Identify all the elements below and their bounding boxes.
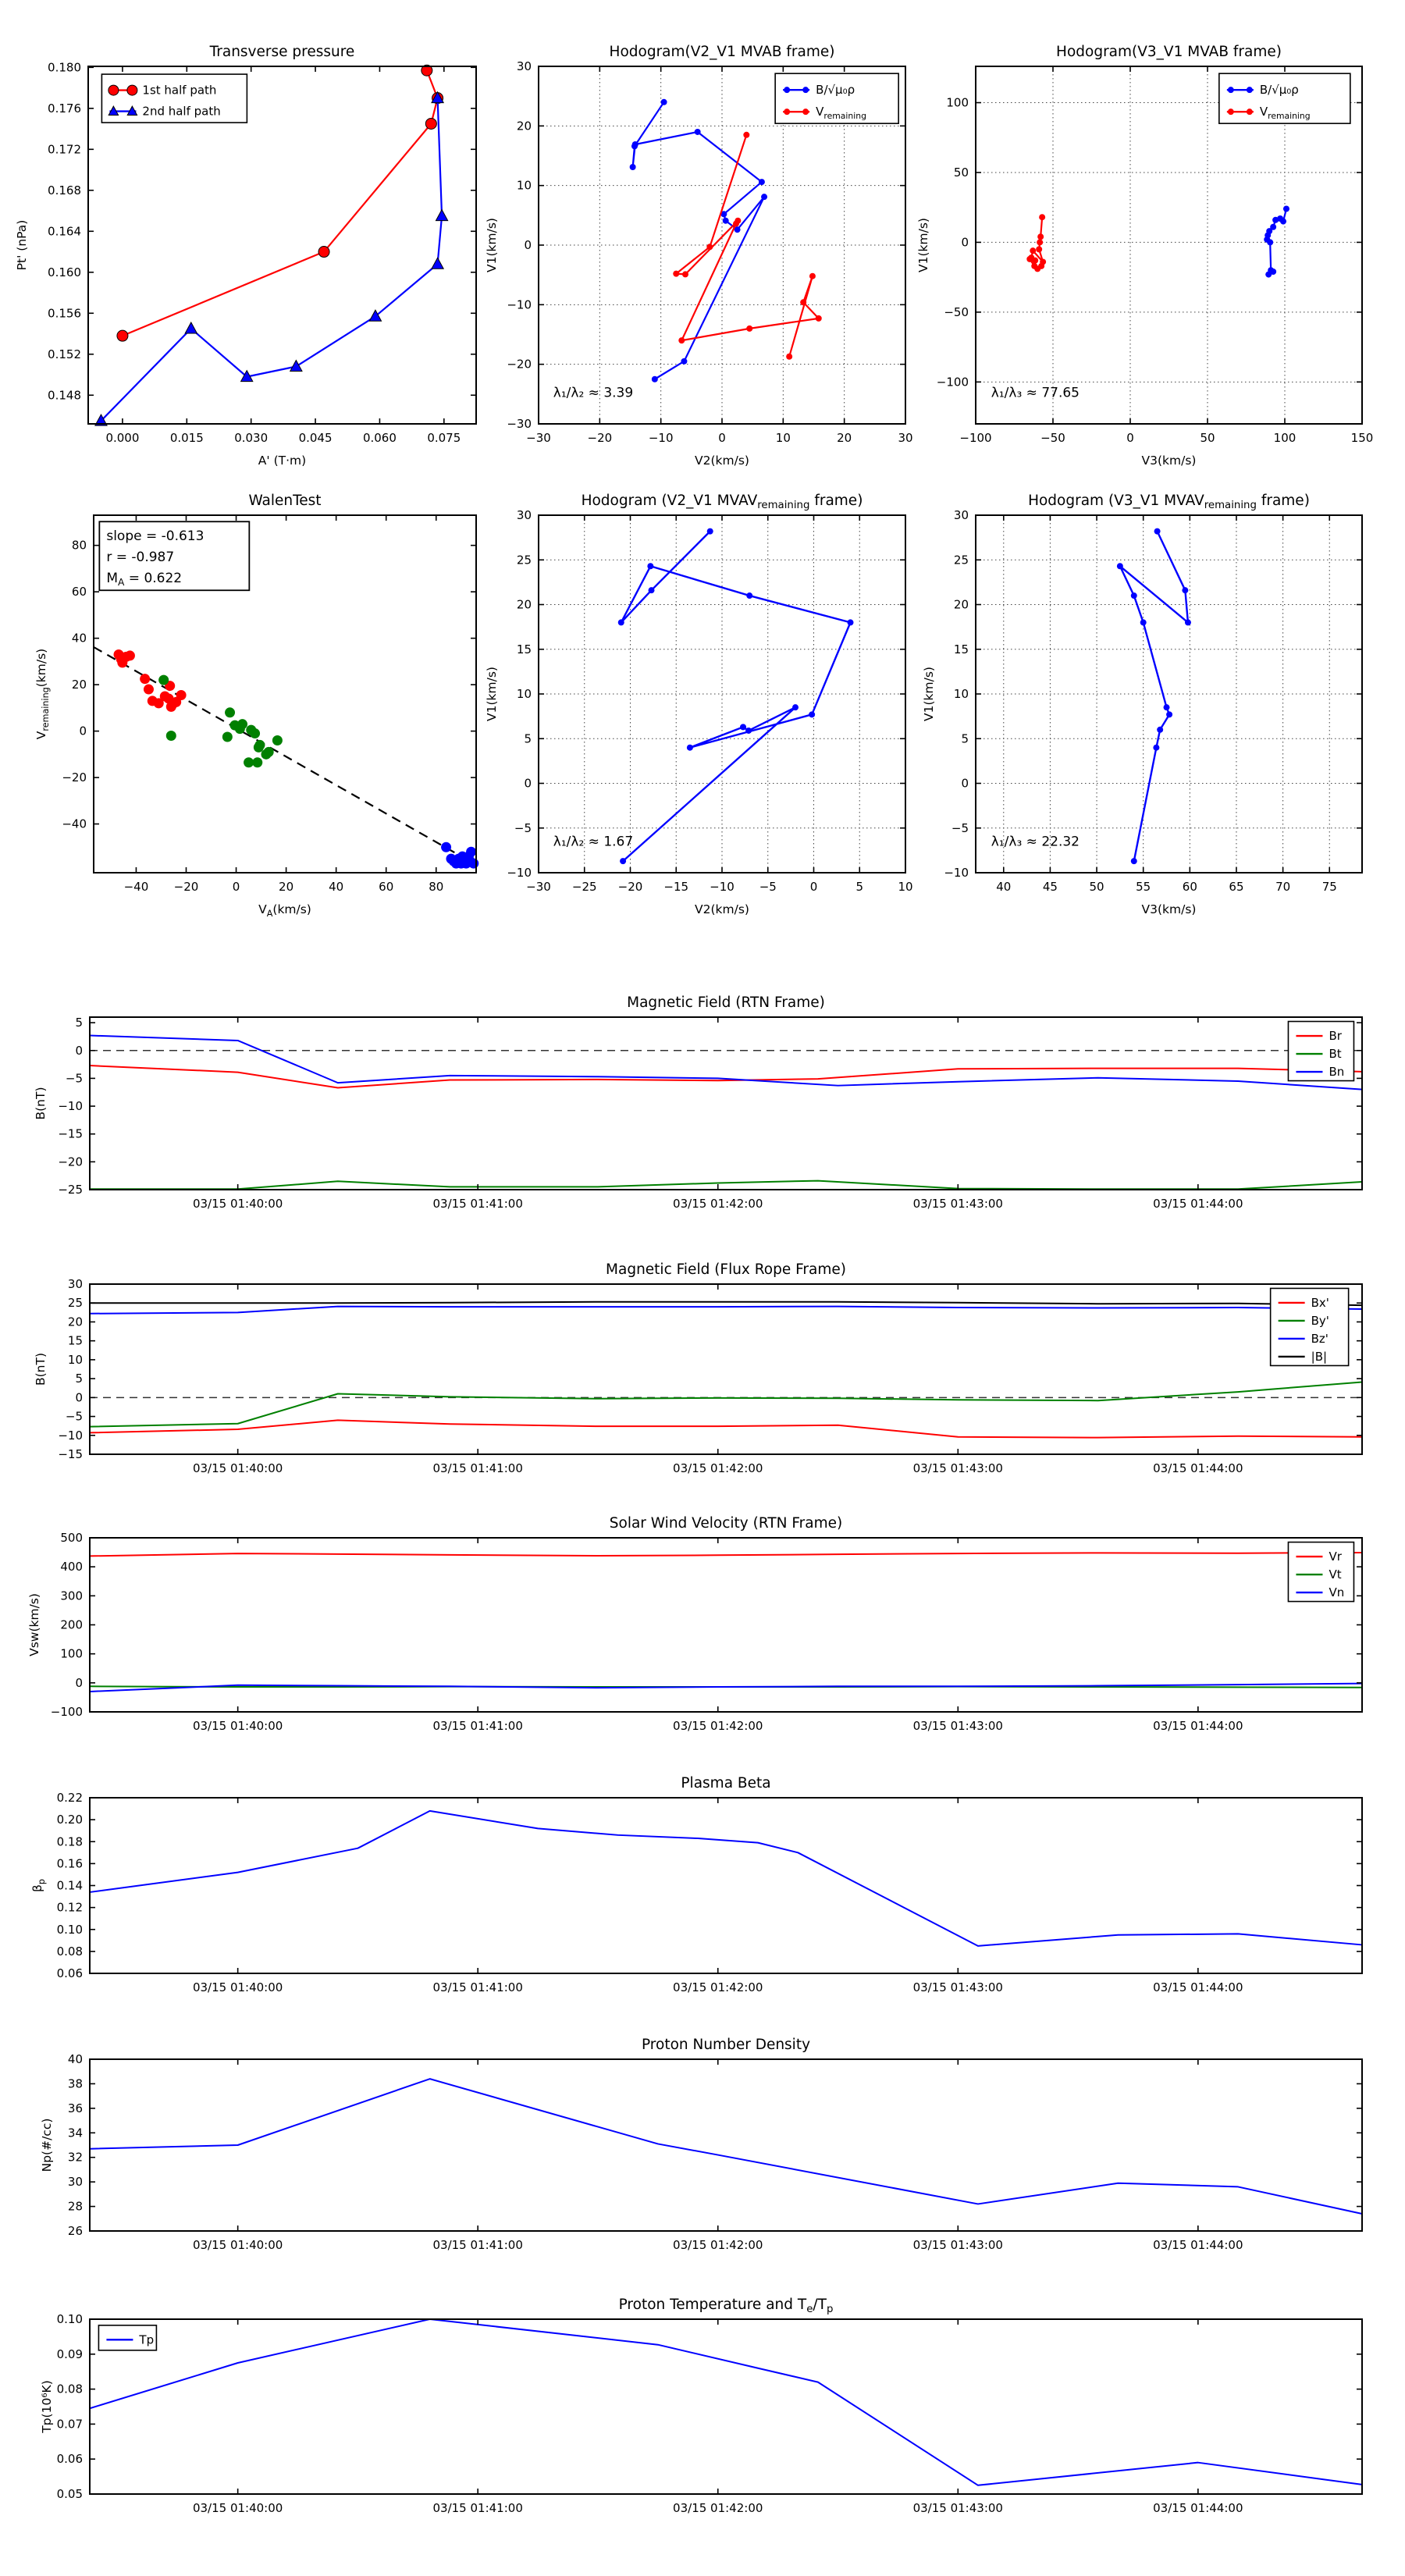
hodogram-v3v1-mvab-ytick-label: 100	[946, 95, 969, 110]
proton-temperature-xtick-label: 03/15 01:43:00	[912, 2501, 1003, 2515]
magnetic-field-flux-rope-ytick-label: −5	[65, 1409, 83, 1424]
walen-test-ytick-label: −20	[62, 770, 87, 785]
proton-number-density-series-np	[90, 2079, 1362, 2214]
plasma-beta-ytick-label: 0.08	[56, 1944, 83, 1959]
solar-wind-velocity-legend	[1288, 1542, 1353, 1602]
walen-test-ytick-label: 60	[71, 585, 87, 600]
solar-wind-velocity-legend-label: Vr	[1329, 1550, 1342, 1564]
magnetic-field-rtn-title: Magnetic Field (RTN Frame)	[627, 994, 825, 1011]
proton-temperature-ytick-label: 0.10	[56, 2312, 83, 2326]
walen-test-ytick-label: 20	[71, 678, 87, 692]
hodogram-v2v1-mvav-ytick-label: 5	[524, 731, 532, 746]
transverse-pressure-xtick-label: 0.015	[169, 431, 204, 445]
proton-number-density-xtick-label: 03/15 01:41:00	[432, 2238, 523, 2252]
walen-test-series-first-half-points	[114, 649, 187, 712]
hodogram-v3v1-mvav-xtick-label: 55	[1136, 880, 1151, 894]
walen-test-xtick-label: 20	[279, 880, 294, 894]
walen-test-series-second-half-points	[441, 842, 478, 869]
walen-test-xtick-label: 60	[379, 880, 394, 894]
magnetic-field-rtn-legend	[1288, 1022, 1353, 1081]
transverse-pressure-xtick-label: 0.045	[298, 431, 333, 445]
magnetic-field-flux-rope-legend-label: Bx'	[1311, 1295, 1329, 1310]
walen-test-xtick-label: −40	[123, 880, 149, 894]
transverse-pressure-ylabel: Pt' (nPa)	[15, 219, 29, 271]
hodogram-v2v1-mvab-ytick-label: −10	[507, 297, 532, 312]
hodogram-v3v1-mvab-ylabel: V1(km/s)	[916, 218, 930, 272]
hodogram-v3v1-mvab-ytick-label: −50	[944, 304, 969, 319]
plasma-beta-xtick-label: 03/15 01:41:00	[432, 1980, 523, 1994]
hodogram-v2v1-mvab-ytick-label: −20	[507, 357, 532, 372]
walen-test-xtick-label: 40	[329, 880, 344, 894]
transverse-pressure-series-second-half-path	[95, 92, 448, 425]
proton-temperature-ylabel: Tp(10⁶K)	[40, 2380, 54, 2433]
solar-wind-velocity-xtick-label: 03/15 01:44:00	[1153, 1719, 1243, 1733]
hodogram-v2v1-mvab-xtick-label: 30	[898, 431, 913, 445]
hodogram-v3v1-mvab-xtick-label: 0	[1126, 431, 1134, 445]
solar-wind-velocity-series-vr	[90, 1553, 1362, 1556]
hodogram-v2v1-mvav-ytick-label: −10	[507, 866, 532, 880]
walen-test-ytick-label: 80	[71, 538, 87, 553]
magnetic-field-rtn-ytick-label: 0	[75, 1043, 83, 1058]
transverse-pressure-ytick-label: 0.152	[48, 347, 81, 361]
walen-test-stats-line: slope = -0.613	[106, 528, 205, 545]
proton-temperature-svg	[40, 2297, 1362, 2515]
hodogram-v2v1-mvab-xtick-label: −10	[648, 431, 674, 445]
plasma-beta-ytick-label: 0.06	[56, 1966, 83, 1980]
magnetic-field-rtn-xtick-label: 03/15 01:40:00	[192, 1197, 283, 1211]
hodogram-v2v1-mvab-xtick-label: 0	[718, 431, 726, 445]
transverse-pressure-ytick-label: 0.156	[48, 306, 81, 321]
proton-temperature-ytick-label: 0.06	[56, 2452, 83, 2467]
hodogram-v3v1-mvav-xlabel: V3(km/s)	[1141, 902, 1197, 916]
solar-wind-velocity-ytick-label: −100	[50, 1705, 83, 1719]
hodogram-v3v1-mvav-xtick-label: 45	[1042, 880, 1058, 894]
walen-test-xlabel: $V_A(km/s)$	[258, 902, 311, 919]
plasma-beta-ytick-label: 0.14	[56, 1878, 83, 1893]
plasma-beta-xtick-label: 03/15 01:42:00	[673, 1980, 763, 1994]
hodogram-v2v1-mvav-xtick-label: −15	[663, 880, 689, 894]
hodogram-v3v1-mvab-xtick-label: 100	[1273, 431, 1297, 445]
proton-number-density-xtick-label: 03/15 01:42:00	[673, 2238, 763, 2252]
transverse-pressure-xtick-label: 0.060	[362, 431, 397, 445]
magnetic-field-rtn-svg	[34, 994, 1362, 1211]
proton-number-density-axes	[68, 2052, 1362, 2252]
proton-number-density-ytick-label: 32	[67, 2150, 83, 2165]
proton-temperature-legend	[98, 2325, 156, 2350]
panel-magnetic-field-rtn	[34, 994, 1362, 1211]
hodogram-v3v1-mvab-legend	[1219, 73, 1350, 123]
proton-number-density-xtick-label: 03/15 01:40:00	[192, 2238, 283, 2252]
plot-hodogram-v3v1-mvav	[922, 493, 1362, 916]
transverse-pressure-ytick-label: 0.160	[48, 265, 81, 279]
solar-wind-velocity-title: Solar Wind Velocity (RTN Frame)	[609, 1515, 843, 1532]
magnetic-field-rtn-ytick-label: −5	[65, 1071, 83, 1086]
solar-wind-velocity-ytick-label: 300	[60, 1589, 83, 1603]
proton-number-density-xtick-label: 03/15 01:44:00	[1153, 2238, 1243, 2252]
magnetic-field-flux-rope-series-bz-prime	[90, 1307, 1362, 1314]
magnetic-field-rtn-series-bn	[90, 1036, 1362, 1090]
magnetic-field-flux-rope-xtick-label: 03/15 01:44:00	[1153, 1461, 1243, 1475]
plasma-beta-frame	[90, 1798, 1362, 1973]
transverse-pressure-legend-label: 1st half path	[142, 83, 217, 98]
walen-test-series-middle-points	[158, 675, 283, 768]
proton-temperature-axes	[57, 2312, 1362, 2515]
solar-wind-velocity-legend-label: Vt	[1329, 1567, 1342, 1582]
magnetic-field-flux-rope-xtick-label: 03/15 01:42:00	[673, 1461, 763, 1475]
proton-temperature-ytick-label: 0.05	[56, 2487, 83, 2501]
walen-test-ylabel: $V_{remaining}(km/s)$	[34, 648, 51, 740]
plasma-beta-ytick-label: 0.12	[56, 1900, 83, 1915]
magnetic-field-rtn-xtick-label: 03/15 01:43:00	[912, 1197, 1003, 1211]
hodogram-v3v1-mvav-svg	[922, 493, 1362, 916]
hodogram-v2v1-mvab-xtick-label: −30	[526, 431, 551, 445]
hodogram-v3v1-mvav-xtick-label: 40	[996, 880, 1012, 894]
panel-proton-temperature	[40, 2297, 1362, 2515]
magnetic-field-flux-rope-ytick-label: 0	[75, 1390, 83, 1405]
magnetic-field-rtn-ylabel: B(nT)	[34, 1087, 48, 1120]
magnetic-field-flux-rope-ytick-label: −10	[58, 1428, 83, 1443]
magnetic-field-rtn-xtick-label: 03/15 01:41:00	[432, 1197, 523, 1211]
hodogram-v2v1-mvav-xtick-label: 10	[898, 880, 913, 894]
magnetic-field-flux-rope-ytick-label: 30	[67, 1277, 83, 1291]
solar-wind-velocity-ytick-label: 200	[60, 1617, 83, 1632]
solar-wind-velocity-xtick-label: 03/15 01:42:00	[673, 1719, 763, 1733]
magnetic-field-rtn-series-br	[90, 1066, 1362, 1088]
transverse-pressure-svg	[15, 44, 476, 468]
proton-temperature-xtick-label: 03/15 01:42:00	[673, 2501, 763, 2515]
magnetic-field-flux-rope-legend	[1271, 1288, 1349, 1365]
proton-temperature-frame	[90, 2319, 1362, 2494]
transverse-pressure-ytick-label: 0.180	[48, 60, 81, 75]
solar-wind-velocity-ytick-label: 400	[60, 1560, 83, 1574]
hodogram-v2v1-mvav-xtick-label: −10	[710, 880, 735, 894]
panel-solar-wind-velocity	[27, 1515, 1362, 1733]
magnetic-field-flux-rope-legend-label: Bz'	[1311, 1331, 1329, 1346]
walen-test-title: WalenTest	[248, 493, 322, 509]
magnetic-field-flux-rope-ytick-label: 25	[67, 1296, 83, 1311]
proton-temperature-title: Proton Temperature and $T_e/T_p$	[618, 2297, 834, 2315]
hodogram-v2v1-mvav-title: Hodogram (V2_V1 $MVAV_{remaining}$ frame)	[581, 493, 863, 511]
magnetic-field-rtn-xtick-label: 03/15 01:42:00	[673, 1197, 763, 1211]
hodogram-v3v1-mvav-xtick-label: 60	[1182, 880, 1197, 894]
plasma-beta-ytick-label: 0.16	[56, 1856, 83, 1871]
magnetic-field-rtn-ytick-label: −10	[58, 1099, 83, 1114]
hodogram-v2v1-mvav-xtick-label: −20	[617, 880, 643, 894]
magnetic-field-rtn-xtick-label: 03/15 01:44:00	[1153, 1197, 1243, 1211]
hodogram-v2v1-mvab-xtick-label: −20	[587, 431, 613, 445]
walen-test-stats-box	[99, 521, 249, 590]
hodogram-v2v1-mvav-ylabel: V1(km/s)	[485, 667, 499, 721]
proton-number-density-ytick-label: 30	[67, 2175, 83, 2190]
solar-wind-velocity-xtick-label: 03/15 01:41:00	[432, 1719, 523, 1733]
walen-test-ytick-label: 0	[79, 724, 87, 738]
solar-wind-velocity-ylabel: Vsw(km/s)	[27, 1593, 41, 1656]
transverse-pressure-title: Transverse pressure	[209, 44, 355, 60]
hodogram-v2v1-mvav-xtick-label: −5	[759, 880, 777, 894]
walen-test-svg	[34, 493, 476, 919]
walen-test-ytick-label: −40	[62, 817, 87, 831]
hodogram-v3v1-mvab-xtick-label: −50	[1040, 431, 1065, 445]
magnetic-field-rtn-ytick-label: −15	[58, 1126, 83, 1141]
proton-number-density-ytick-label: 40	[67, 2052, 83, 2066]
magnetic-field-flux-rope-ytick-label: 15	[67, 1333, 83, 1348]
transverse-pressure-legend-label: 2nd half path	[142, 104, 221, 119]
hodogram-v2v1-mvab-series-v-remaining	[673, 132, 822, 360]
hodogram-v2v1-mvav-ytick-label: 0	[524, 776, 532, 791]
hodogram-v2v1-mvav-ytick-label: −5	[514, 820, 532, 835]
magnetic-field-flux-rope-ytick-label: 10	[67, 1352, 83, 1367]
walen-test-xtick-label: 80	[429, 880, 444, 894]
solar-wind-velocity-ytick-label: 500	[60, 1531, 83, 1545]
hodogram-v3v1-mvab-annotation: λ₁/λ₃ ≈ 77.65	[991, 385, 1080, 401]
plasma-beta-xtick-label: 03/15 01:43:00	[912, 1980, 1003, 1994]
magnetic-field-rtn-ytick-label: −20	[58, 1155, 83, 1169]
magnetic-field-flux-rope-svg	[34, 1261, 1362, 1475]
hodogram-v2v1-mvav-grid	[539, 515, 905, 873]
hodogram-v2v1-mvab-xtick-label: 10	[775, 431, 791, 445]
hodogram-v3v1-mvab-ytick-label: 0	[961, 235, 969, 250]
proton-number-density-ytick-label: 26	[67, 2224, 83, 2238]
magnetic-field-rtn-legend-label: Br	[1329, 1029, 1342, 1044]
panel-magnetic-field-flux-rope	[34, 1261, 1362, 1475]
hodogram-v3v1-mvav-ytick-label: −5	[951, 820, 969, 835]
plasma-beta-xtick-label: 03/15 01:40:00	[192, 1980, 283, 1994]
solar-wind-velocity-legend-label: Vn	[1329, 1585, 1345, 1600]
hodogram-v3v1-mvav-series-v-remaining-hodogram	[1117, 528, 1191, 865]
hodogram-v3v1-mvav-ytick-label: 0	[961, 776, 969, 791]
proton-temperature-ytick-label: 0.09	[56, 2347, 83, 2361]
solar-wind-velocity-axes	[51, 1531, 1362, 1733]
magnetic-field-rtn-series-bt	[90, 1181, 1362, 1190]
hodogram-v2v1-mvav-ytick-label: 30	[516, 508, 532, 522]
transverse-pressure-xtick-label: 0.000	[105, 431, 140, 445]
proton-number-density-title: Proton Number Density	[641, 2037, 811, 2053]
hodogram-v2v1-mvab-annotation: λ₁/λ₂ ≈ 3.39	[553, 385, 634, 401]
hodogram-v3v1-mvab-xtick-label: 150	[1350, 431, 1374, 445]
plot-transverse-pressure	[15, 44, 476, 468]
hodogram-v3v1-mvav-xtick-label: 70	[1275, 880, 1291, 894]
plasma-beta-ylabel: $\beta_p$	[30, 1879, 47, 1892]
hodogram-v2v1-mvab-series-b-over-sqrt-mu0rho	[630, 99, 767, 382]
solar-wind-velocity-xtick-label: 03/15 01:40:00	[192, 1719, 283, 1733]
walen-test-xtick-label: 0	[232, 880, 240, 894]
proton-number-density-ytick-label: 34	[67, 2126, 83, 2140]
plasma-beta-ytick-label: 0.20	[56, 1813, 83, 1827]
hodogram-v2v1-mvav-svg	[485, 493, 913, 916]
hodogram-v2v1-mvav-annotation: λ₁/λ₂ ≈ 1.67	[553, 834, 634, 850]
hodogram-v3v1-mvab-title: Hodogram(V3_V1 MVAB frame)	[1056, 44, 1282, 60]
magnetic-field-flux-rope-series-bx-prime	[90, 1420, 1362, 1437]
hodogram-v2v1-mvab-ytick-label: 10	[516, 178, 532, 193]
magnetic-field-rtn-ytick-label: 5	[75, 1016, 83, 1030]
hodogram-v3v1-mvab-xlabel: V3(km/s)	[1141, 454, 1197, 468]
magnetic-field-flux-rope-ylabel: B(nT)	[34, 1352, 48, 1386]
magnetic-field-flux-rope-title: Magnetic Field (Flux Rope Frame)	[606, 1261, 846, 1278]
hodogram-v2v1-mvab-ytick-label: 20	[516, 119, 532, 133]
hodogram-v3v1-mvab-ytick-label: −100	[936, 375, 969, 390]
hodogram-v2v1-mvab-ytick-label: −30	[507, 417, 532, 431]
hodogram-v2v1-mvav-ytick-label: 25	[516, 553, 532, 568]
hodogram-v3v1-mvab-xtick-label: 50	[1200, 431, 1215, 445]
plot-walen-test	[34, 493, 476, 919]
hodogram-v3v1-mvav-ytick-label: 15	[953, 642, 969, 656]
plot-hodogram-v3v1-mvab	[916, 44, 1374, 468]
magnetic-field-rtn-axes	[58, 1016, 1362, 1211]
hodogram-v3v1-mvab-svg	[916, 44, 1374, 468]
hodogram-v3v1-mvav-xtick-label: 50	[1089, 880, 1104, 894]
hodogram-v2v1-mvab-legend	[775, 73, 898, 123]
proton-temperature-ytick-label: 0.07	[56, 2417, 83, 2432]
solar-wind-velocity-xtick-label: 03/15 01:43:00	[912, 1719, 1003, 1733]
hodogram-v3v1-mvab-xtick-label: −100	[959, 431, 992, 445]
transverse-pressure-ytick-label: 0.172	[48, 142, 81, 157]
plasma-beta-ytick-label: 0.10	[56, 1922, 83, 1937]
magnetic-field-flux-rope-ytick-label: 20	[67, 1315, 83, 1329]
plasma-beta-ytick-label: 0.22	[56, 1791, 83, 1805]
walen-test-stats-line: r = -0.987	[106, 550, 175, 566]
proton-number-density-frame	[90, 2059, 1362, 2231]
transverse-pressure-ytick-label: 0.164	[48, 224, 81, 239]
proton-number-density-ytick-label: 36	[67, 2101, 83, 2115]
plasma-beta-ytick-label: 0.18	[56, 1834, 83, 1849]
proton-number-density-ylabel: Np(#/cc)	[40, 2118, 54, 2172]
walen-test-xtick-label: −20	[173, 880, 199, 894]
hodogram-v2v1-mvab-ytick-label: 0	[524, 238, 532, 252]
proton-temperature-xtick-label: 03/15 01:41:00	[432, 2501, 523, 2515]
magnetic-field-rtn-legend-label: Bt	[1329, 1047, 1342, 1062]
hodogram-v2v1-mvab-legend-label: $V_{remaining}$	[816, 105, 866, 122]
transverse-pressure-ytick-label: 0.168	[48, 183, 81, 197]
hodogram-v2v1-mvav-ytick-label: 20	[516, 597, 532, 612]
transverse-pressure-ytick-label: 0.148	[48, 388, 81, 403]
hodogram-v2v1-mvab-xtick-label: 20	[837, 431, 852, 445]
hodogram-v3v1-mvab-ytick-label: 50	[953, 165, 969, 180]
plasma-beta-xtick-label: 03/15 01:44:00	[1153, 1980, 1243, 1994]
magnetic-field-flux-rope-legend-label: By'	[1311, 1313, 1329, 1328]
plasma-beta-title: Plasma Beta	[681, 1775, 771, 1791]
magnetic-field-flux-rope-series-b-magnitude	[90, 1302, 1362, 1305]
proton-temperature-ytick-label: 0.08	[56, 2382, 83, 2396]
hodogram-v2v1-mvab-svg	[485, 44, 913, 468]
plot-hodogram-v2v1-mvab	[485, 44, 913, 468]
magnetic-field-rtn-ytick-label: −25	[58, 1183, 83, 1197]
hodogram-v2v1-mvab-legend-label: B/√μ₀ρ	[816, 83, 855, 98]
hodogram-v2v1-mvav-xtick-label: −30	[526, 880, 551, 894]
magnetic-field-flux-rope-xtick-label: 03/15 01:43:00	[912, 1461, 1003, 1475]
walen-test-stats-line: $M_A = 0.622$	[106, 571, 183, 589]
proton-temperature-xtick-label: 03/15 01:44:00	[1153, 2501, 1243, 2515]
hodogram-v3v1-mvab-series-b-over-sqrt-mu0rho	[1264, 205, 1289, 277]
proton-number-density-ytick-label: 38	[67, 2076, 83, 2091]
proton-temperature-legend-label: Tp	[139, 2332, 155, 2347]
hodogram-v3v1-mvav-ytick-label: 30	[953, 508, 969, 522]
proton-temperature-series-tp	[90, 2319, 1362, 2485]
solar-wind-velocity-ytick-label: 100	[60, 1646, 83, 1661]
magnetic-field-flux-rope-xtick-label: 03/15 01:40:00	[192, 1461, 283, 1475]
transverse-pressure-legend	[101, 74, 247, 123]
magnetic-field-rtn-frame	[90, 1017, 1362, 1190]
hodogram-v3v1-mvav-xtick-label: 75	[1321, 880, 1337, 894]
solar-wind-velocity-ytick-label: 0	[75, 1675, 83, 1690]
solar-wind-velocity-svg	[27, 1515, 1362, 1733]
transverse-pressure-xtick-label: 0.075	[427, 431, 461, 445]
proton-number-density-xtick-label: 03/15 01:43:00	[912, 2238, 1003, 2252]
plasma-beta-series-beta-p	[90, 1811, 1362, 1946]
hodogram-v3v1-mvav-xtick-label: 65	[1229, 880, 1244, 894]
magnetic-field-flux-rope-xtick-label: 03/15 01:41:00	[432, 1461, 523, 1475]
hodogram-v3v1-mvav-ytick-label: 25	[953, 553, 969, 568]
hodogram-v3v1-mvab-series-v-remaining	[1026, 214, 1046, 272]
hodogram-v2v1-mvav-ytick-label: 15	[516, 642, 532, 656]
transverse-pressure-xtick-label: 0.030	[234, 431, 269, 445]
magnetic-field-rtn-legend-label: Bn	[1329, 1065, 1345, 1080]
hodogram-v3v1-mvav-ytick-label: 10	[953, 687, 969, 701]
proton-density-svg	[40, 2037, 1362, 2252]
hodogram-v2v1-mvav-xtick-label: −25	[571, 880, 597, 894]
magnetic-field-flux-rope-ytick-label: 5	[75, 1372, 83, 1386]
magnetic-field-flux-rope-legend-label: |B|	[1311, 1349, 1328, 1364]
hodogram-v2v1-mvab-title: Hodogram(V2_V1 MVAB frame)	[609, 44, 835, 60]
magnetic-field-flux-rope-ytick-label: −15	[58, 1447, 83, 1461]
hodogram-v3v1-mvav-title: Hodogram (V3_V1 $MVAV_{remaining}$ frame)	[1028, 493, 1310, 511]
plot-hodogram-v2v1-mvav	[485, 493, 913, 916]
walen-test-fit-line	[94, 647, 476, 865]
transverse-pressure-xlabel: A' (T·m)	[258, 454, 307, 468]
panel-proton-density	[40, 2037, 1362, 2252]
panel-plasma-beta	[30, 1775, 1362, 1994]
hodogram-v2v1-mvav-xlabel: V2(km/s)	[695, 902, 749, 916]
hodogram-v2v1-mvab-ylabel: V1(km/s)	[485, 218, 499, 272]
proton-number-density-ytick-label: 28	[67, 2199, 83, 2214]
hodogram-v3v1-mvab-legend-label: B/√μ₀ρ	[1259, 83, 1299, 98]
hodogram-v2v1-mvab-ytick-label: 30	[516, 59, 532, 73]
transverse-pressure-ytick-label: 0.176	[48, 101, 81, 116]
hodogram-v3v1-mvab-legend-label: $V_{remaining}$	[1259, 105, 1311, 122]
walen-test-ytick-label: 40	[71, 631, 87, 646]
hodogram-v3v1-mvav-ytick-label: 5	[961, 731, 969, 746]
plasma-beta-axes	[57, 1791, 1362, 1994]
hodogram-v3v1-mvav-ytick-label: −10	[944, 866, 969, 880]
magnetic-field-flux-rope-series-by-prime	[90, 1382, 1362, 1426]
hodogram-v2v1-mvab-xlabel: V2(km/s)	[695, 454, 749, 468]
proton-temperature-xtick-label: 03/15 01:40:00	[192, 2501, 283, 2515]
hodogram-v3v1-mvav-grid	[976, 515, 1362, 873]
hodogram-v3v1-mvav-annotation: λ₁/λ₃ ≈ 22.32	[991, 834, 1080, 850]
hodogram-v2v1-mvav-ytick-label: 10	[516, 687, 532, 701]
hodogram-v2v1-mvav-xtick-label: 5	[855, 880, 864, 894]
hodogram-v2v1-mvav-series-v-remaining-hodogram	[618, 528, 854, 865]
hodogram-v3v1-mvav-ylabel: V1(km/s)	[922, 667, 936, 721]
hodogram-v2v1-mvav-xtick-label: 0	[809, 880, 818, 894]
hodogram-v3v1-mvav-ytick-label: 20	[953, 597, 969, 612]
